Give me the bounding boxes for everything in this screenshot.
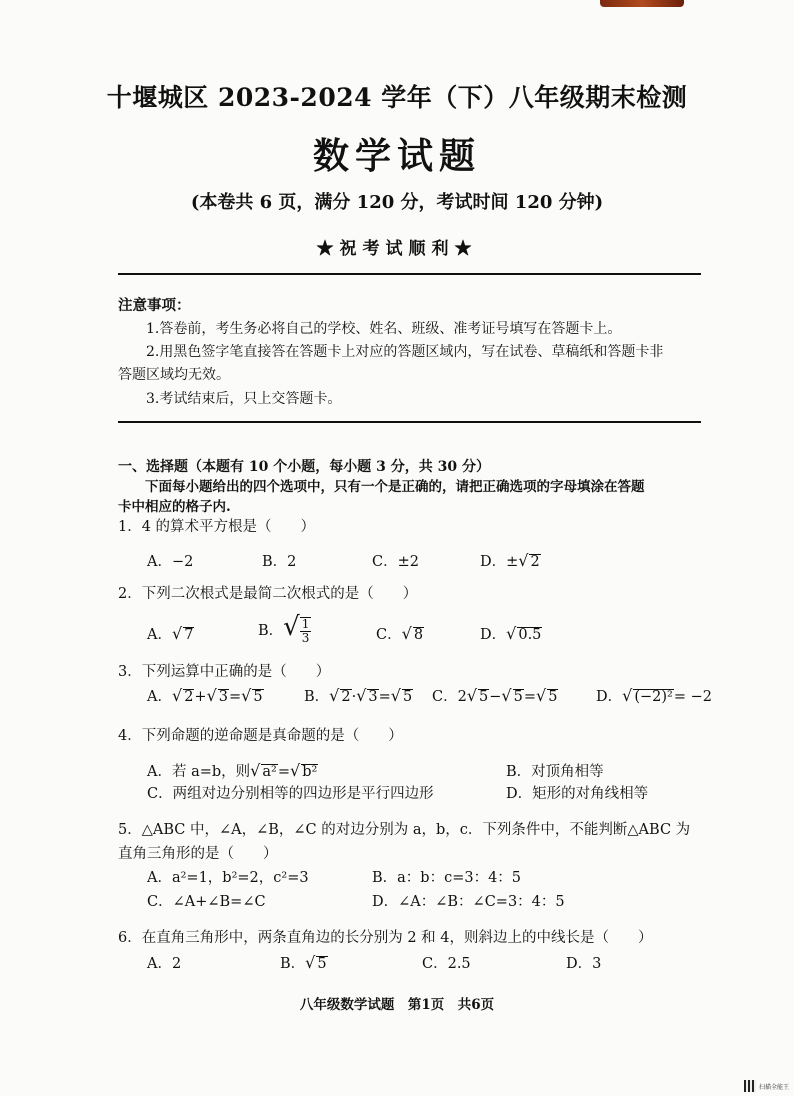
q4-option-a: A．若 a=b，则√ a²=√ b²: [147, 761, 318, 780]
q3-option-c: C．2√ 5−√ 5=√ 5: [432, 686, 558, 705]
q6-option-a: A．2: [147, 956, 182, 972]
divider-top: [118, 273, 701, 275]
q2-b-prefix: B．: [258, 623, 284, 639]
page-footer: 八年级数学试题 第1页 共6页: [299, 997, 495, 1013]
question-5-stem-1: 5．△ABC 中，∠A，∠B，∠C 的对边分别为 a，b，c．下列条件中，不能判断△ABC 为: [118, 822, 691, 838]
question-4-stem: 4．下列命题的逆命题是真命题的是（ ）: [118, 728, 403, 744]
q3-a-rad3: 5: [253, 689, 263, 705]
q5-option-a: A．a²=1，b²=2，c²=3: [147, 870, 309, 886]
q4-a-prefix: A．若 a=b，则: [147, 764, 251, 780]
q2-option-d: D．√ 0.5: [480, 624, 542, 643]
q3-c-rad2: 5: [513, 689, 523, 705]
section-heading: 一、选择题（本题有 10 个小题，每小题 3 分，共 30 分）: [118, 459, 490, 475]
q3-a-prefix: A．: [147, 689, 172, 705]
q3-option-d: D．√ (−2)²= −2: [596, 686, 712, 705]
q2-a-prefix: A．: [147, 627, 172, 643]
q3-c-prefix: C．2: [432, 689, 467, 705]
notice-item-1: 1.答卷前，考生务必将自己的学校、姓名、班级、准考证号填写在答题卡上。: [146, 321, 622, 337]
q2-d-radicand: 0.5: [518, 627, 542, 643]
section-instruction-1: 下面每小题给出的四个选项中，只有一个是正确的，请把正确选项的字母填涂在答题: [145, 479, 645, 495]
q6-option-c: C．2.5: [422, 956, 471, 972]
q3-d-prefix: D．: [596, 689, 623, 705]
exam-subtitle: (本卷共 6 页，满分 120 分，考试时间 120 分钟): [190, 192, 604, 213]
q6-b-prefix: B．: [280, 956, 306, 972]
q4-a-rad2: b²: [302, 764, 318, 780]
q3-c-op: −: [489, 689, 502, 705]
q2-a-radicand: 7: [184, 627, 194, 643]
q3-b-op: ·: [351, 689, 357, 705]
q1-option-b: B．2: [262, 554, 297, 570]
q3-option-a: A．√ 2+√ 3=√ 5: [147, 686, 263, 705]
q3-b-rad3: 5: [403, 689, 413, 705]
q2-c-prefix: C．: [376, 627, 402, 643]
question-3-stem: 3．下列运算中正确的是（ ）: [118, 664, 331, 680]
q2-b-numerator: 1: [301, 617, 310, 631]
q5-option-c: C．∠A+∠B=∠C: [147, 894, 266, 910]
q3-b-eq: =: [378, 689, 391, 705]
q3-a-op: +: [194, 689, 207, 705]
q1-option-a: A．−2: [147, 554, 194, 570]
subject-title: 数学试题: [312, 135, 481, 177]
q2-option-a: A．√ 7: [147, 624, 194, 643]
q3-c-rad1: 5: [479, 689, 489, 705]
q3-d-eq: = −2: [673, 689, 712, 705]
question-2-stem: 2．下列二次根式是最简二次根式的是（ ）: [118, 586, 418, 602]
q3-b-rad1: 2: [341, 689, 351, 705]
question-6-stem: 6．在直角三角形中，两条直角边的长分别为 2 和 4，则斜边上的中线长是（ ）: [118, 930, 653, 946]
good-luck-line: ★祝考试顺利★: [316, 239, 478, 259]
q6-option-d: D．3: [566, 956, 602, 972]
notice-item-2: 2.用黑色签字笔直接答在答题卡上对应的答题区域内，写在试卷、草稿纸和答题卡非: [146, 344, 664, 360]
notice-item-3: 3.考试结束后，只上交答题卡。: [146, 391, 342, 407]
q3-a-rad2: 3: [218, 689, 229, 705]
top-edge-mark: [600, 0, 684, 7]
q3-b-prefix: B．: [304, 689, 330, 705]
q5-option-b: B．a：b：c=3：4：5: [372, 870, 522, 886]
q3-c-eq: =: [523, 689, 537, 705]
q2-c-radicand: 8: [413, 627, 424, 643]
q6-option-b: B．√ 5: [280, 953, 327, 972]
q1-d-radicand: 2: [530, 554, 540, 570]
q6-b-radicand: 5: [317, 956, 327, 972]
q3-b-rad2: 3: [368, 689, 378, 705]
q2-option-c: C．√ 8: [376, 624, 424, 643]
q1-option-d: D．±√ 2: [480, 551, 540, 570]
q5-option-d: D．∠A：∠B：∠C=3：4：5: [372, 894, 565, 910]
q4-a-rad1: a²: [262, 764, 277, 780]
question-1-stem: 1．4 的算术平方根是（ ）: [118, 519, 316, 535]
q4-option-c: C．两组对边分别相等的四边形是平行四边形: [147, 786, 434, 802]
exam-title: 十堰城区 2023-2024 学年（下）八年级期末检测: [106, 83, 688, 112]
notice-heading: 注意事项：: [118, 297, 191, 314]
q1-d-prefix: D．±: [480, 554, 519, 570]
q4-option-d: D．矩形的对角线相等: [506, 786, 649, 802]
q2-d-prefix: D．: [480, 627, 507, 643]
q3-option-b: B．√ 2·√ 3=√ 5: [304, 686, 413, 705]
scanner-watermark: 扫描全能王: [759, 1084, 790, 1091]
q4-a-eq: =: [277, 764, 290, 780]
notice-item-2-cont: 答题区域均无效。: [118, 367, 230, 383]
question-5-stem-2: 直角三角形的是（ ）: [118, 846, 278, 862]
q2-option-b: B．√ $\frac{1}{3}$: [258, 612, 310, 645]
q3-c-rad3: 5: [548, 689, 558, 705]
q3-a-eq: =: [229, 689, 242, 705]
q1-option-c: C．±2: [372, 554, 419, 570]
section-instruction-2: 卡中相应的格子内.: [118, 499, 231, 515]
qr-code-icon: [744, 1080, 756, 1092]
q3-d-radicand: (−2)²: [634, 689, 673, 705]
q2-b-denominator: 3: [301, 631, 310, 645]
q3-a-rad1: 2: [184, 689, 194, 705]
divider-middle: [118, 421, 701, 423]
q4-option-b: B．对顶角相等: [506, 764, 604, 780]
